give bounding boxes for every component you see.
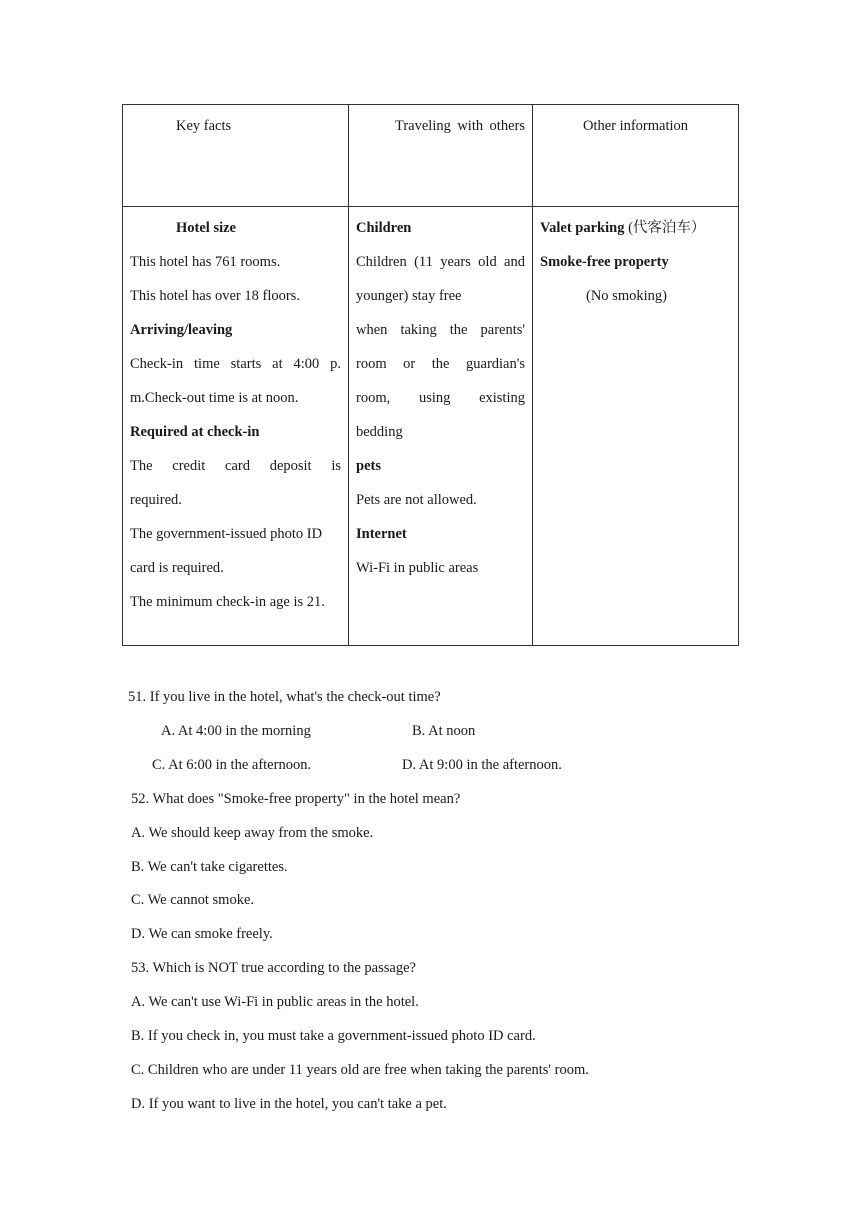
q53-stem: 53. Which is NOT true according to the passage? xyxy=(131,960,416,977)
other-info-cell xyxy=(533,207,739,646)
q51-stem: 51. If you live in the hotel, what's the check-out time? xyxy=(128,689,441,705)
pets-text: Pets are not allowed. xyxy=(356,492,477,508)
q51-option-a: A. At 4:00 in the morning xyxy=(161,722,311,739)
q51-option-d: D. At 9:00 in the afternoon. xyxy=(402,756,562,773)
checkin-text-1: Check-in time starts at 4:00 p. xyxy=(130,356,341,372)
q53-option-c: C. Children who are under 11 years old are free when taking the parents' room. xyxy=(131,1061,589,1078)
q52-option-a: A. We should keep away from the smoke. xyxy=(131,824,374,841)
arriving-heading: Arriving/leaving xyxy=(130,322,233,338)
required-heading: Required at check-in xyxy=(130,424,260,440)
valet-note: (代客泊车） xyxy=(628,220,706,236)
header-other-information: Other information xyxy=(533,105,739,207)
deposit-text-1: The credit card deposit is xyxy=(130,458,341,474)
floors-text: This hotel has over 18 floors. xyxy=(130,288,300,304)
internet-heading: Internet xyxy=(356,526,407,542)
pets-heading: pets xyxy=(356,458,381,474)
rooms-text: This hotel has 761 rooms. xyxy=(130,254,281,270)
smoke-free-heading: Smoke-free property xyxy=(540,254,669,270)
q53-option-d: D. If you want to live in the hotel, you can't take a pet. xyxy=(131,1095,447,1112)
questions-section xyxy=(128,681,751,1122)
hotel-info-table xyxy=(122,104,739,646)
q52-option-b: B. We can't take cigarettes. xyxy=(131,858,288,875)
q52-stem: 52. What does "Smoke-free property" in the hotel mean? xyxy=(131,790,461,807)
key-facts-cell xyxy=(123,207,349,646)
internet-text: Wi-Fi in public areas xyxy=(356,560,479,576)
table-header-row xyxy=(123,105,739,207)
traveling-cell xyxy=(349,207,533,646)
q51-options-cd xyxy=(131,749,751,783)
children-text-3: when taking the parents' xyxy=(356,322,525,338)
hotel-size-heading: Hotel size xyxy=(176,220,236,236)
header-traveling-text: Traveling with others xyxy=(395,118,525,134)
smoke-free-note: (No smoking) xyxy=(586,288,667,304)
min-age-text: The minimum check-in age is 21. xyxy=(130,594,325,610)
children-text-2: younger) stay free xyxy=(356,288,462,304)
table-body-row xyxy=(123,207,739,646)
q53-option-b: B. If you check in, you must take a government-issued photo ID card. xyxy=(131,1028,536,1045)
children-text-5: room, using existing xyxy=(356,390,525,406)
deposit-text-2: required. xyxy=(130,492,182,508)
q53-option-a: A. We can't use Wi-Fi in public areas in the hotel. xyxy=(131,994,419,1011)
photo-text-2: card is required. xyxy=(130,560,224,576)
header-key-facts: Key facts xyxy=(123,105,349,207)
header-traveling-with-others xyxy=(349,105,533,207)
q51-option-c: C. At 6:00 in the afternoon. xyxy=(152,756,312,773)
q52-option-d: D. We can smoke freely. xyxy=(131,926,273,943)
q52-option-c: C. We cannot smoke. xyxy=(131,892,255,909)
checkin-text-2: m.Check-out time is at noon. xyxy=(130,390,299,406)
q51-options-ab xyxy=(131,715,751,749)
valet-heading: Valet parking xyxy=(540,220,625,236)
children-heading: Children xyxy=(356,220,412,236)
children-text-6: bedding xyxy=(356,424,403,440)
children-text-1: Children (11 years old and xyxy=(356,254,525,270)
children-text-4: room or the guardian's xyxy=(356,356,525,372)
q51-option-b: B. At noon xyxy=(412,722,476,739)
photo-text-1: The government-issued photo ID xyxy=(130,526,323,542)
